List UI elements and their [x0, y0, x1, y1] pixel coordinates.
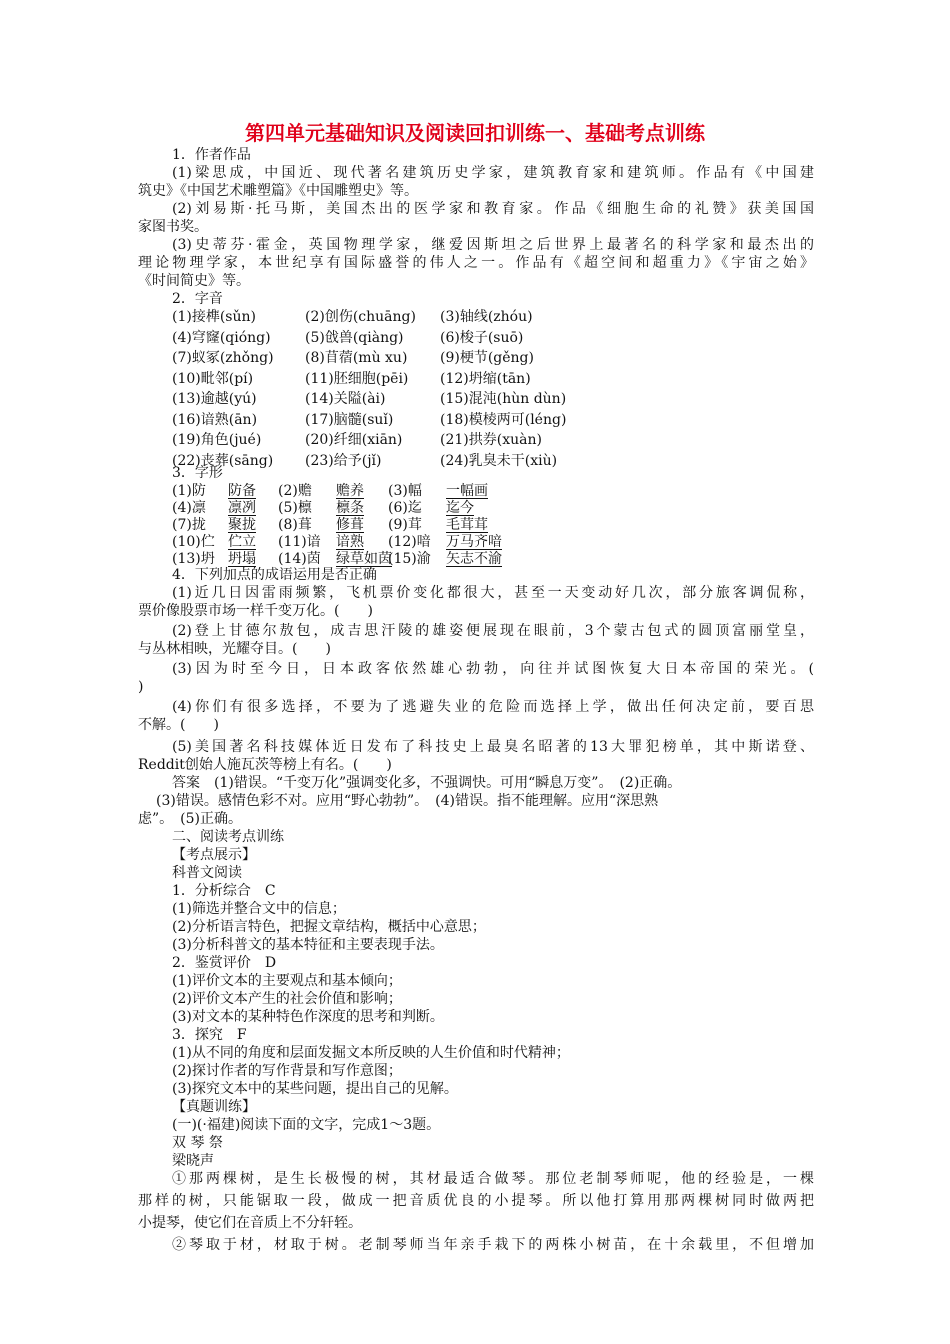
- pronunciation-item: (10)毗邻(pí): [172, 370, 254, 387]
- pronunciation-item: (8)苜蓿(mù xu): [305, 350, 408, 366]
- pronunciation-item: (3)轴线(zhóu): [440, 309, 533, 325]
- character-word: 万马齐喑: [446, 534, 502, 550]
- character-prompt: (13)坍: [172, 551, 215, 567]
- point-3-heading: 3．探究 F: [172, 1027, 247, 1043]
- answer-line-3: 虑”。 (5)正确。: [138, 811, 242, 827]
- pronunciation-item: (5)戗兽(qiàng): [305, 329, 404, 346]
- pronunciation-item: (1)接榫(sǔn): [172, 309, 256, 325]
- pronunciation-item: (6)梭子(suō): [440, 329, 524, 346]
- character-word: 修葺: [336, 517, 364, 533]
- character-prompt: (12)喑: [388, 534, 431, 550]
- character-prompt: (11)谙: [278, 534, 321, 550]
- essay-author: 梁晓声: [172, 1153, 214, 1169]
- pronunciation-item: (19)角色(jué): [172, 432, 262, 448]
- point-1-item-1: (1)筛选并整合文中的信息；: [172, 901, 346, 917]
- character-prompt: (14)茵: [278, 551, 321, 567]
- author-entry-1-line2: 筑史》《中国艺术雕塑篇》《中国雕塑史》等。: [138, 183, 418, 199]
- section-heading-authors: 1．作者作品: [172, 147, 251, 163]
- character-word: 聚拢: [228, 517, 256, 533]
- point-2-item-3: (3)对文本的某种特色作深度的思考和判断。: [172, 1009, 444, 1025]
- pronunciation-item: (17)脑髓(suǐ): [305, 411, 394, 428]
- pronunciation-item: (23)给予(jǐ): [305, 452, 382, 469]
- essay-para-1-line2: 那样的树，只能锯取一段，做成一把音质优良的小提琴。所以他打算用那两棵树同时做两把: [138, 1193, 814, 1209]
- character-word: 毛茸茸: [446, 517, 488, 533]
- part-heading-reading: 二、阅读考点训练: [172, 829, 284, 845]
- essay-para-2-line1: ②琴取于材，材取于树。老制琴师当年亲手栽下的两株小树苗，在十余载里，不但增加: [172, 1237, 814, 1253]
- answer-line-1: 答案 (1)错误。“千变万化”强调变化多，不强调快。可用“瞬息万变”。 (2)正确。: [172, 775, 682, 791]
- character-prompt: (1)防: [172, 483, 206, 499]
- character-prompt: (7)拢: [172, 517, 206, 533]
- idiom-question-2-line2: 与丛林相映，光耀夺目。( ): [138, 641, 331, 657]
- section-heading-pronunciation: 2．字音: [172, 291, 223, 307]
- pronunciation-item: (14)关隘(ài): [305, 391, 386, 407]
- essay-para-1-line1: ①那两棵树，是生长极慢的树，其材最适合做琴。那位老制琴师呢，他的经验是，一棵: [172, 1171, 814, 1187]
- pronunciation-item: (11)胚细胞(pēi): [305, 370, 409, 387]
- character-word: 防备: [228, 483, 256, 499]
- author-entry-3-line1: (3)史蒂芬·霍金，英国物理学家，继爱因斯坦之后世界上最著名的科学家和最杰出的: [172, 237, 814, 253]
- reading-instruction: (一)(·福建)阅读下面的文字，完成1～3题。: [172, 1117, 441, 1133]
- character-prompt: (8)葺: [278, 517, 312, 533]
- author-entry-2-line2: 家图书奖。: [138, 219, 208, 235]
- author-entry-1-line1: (1)梁思成，中国近、现代著名建筑历史学家，建筑教育家和建筑师。作品有《中国建: [172, 165, 814, 181]
- reading-kind: 科普文阅读: [172, 865, 242, 881]
- document-title: 第四单元基础知识及阅读回扣训练一、基础考点训练: [245, 121, 705, 145]
- pronunciation-item: (15)混沌(hùn dùn): [440, 391, 567, 407]
- character-prompt: (9)茸: [388, 517, 422, 533]
- idiom-question-1-line1: (1)近几日因雷雨频繁，飞机票价变化都很大，甚至一天变动好几次，部分旅客调侃称，: [172, 585, 814, 601]
- character-prompt: (2)赡: [278, 483, 312, 499]
- point-2-item-1: (1)评价文本的主要观点和基本倾向；: [172, 973, 402, 989]
- idiom-question-5-line2: Reddit创始人施瓦茨等榜上有名。( ): [138, 757, 392, 773]
- tag-real-exam: 【真题训练】: [172, 1099, 256, 1115]
- point-1-item-3: (3)分析科普文的基本特征和主要表现手法。: [172, 937, 444, 953]
- section-heading-characters: 3．字形: [172, 465, 223, 481]
- character-word: 谙熟: [336, 534, 364, 550]
- point-1-item-2: (2)分析语言特色，把握文章结构，概括中心意思；: [172, 919, 486, 935]
- point-3-item-1: (1)从不同的角度和层面发掘文本所反映的人生价值和时代精神；: [172, 1045, 570, 1061]
- point-1-heading: 1．分析综合 C: [172, 883, 276, 899]
- pronunciation-item: (24)乳臭未干(xiù): [440, 452, 558, 469]
- point-3-item-3: (3)探究文本中的某些问题，提出自己的见解。: [172, 1081, 458, 1097]
- idiom-question-4-line1: (4)你们有很多选择，不要为了逃避失业的危险而选择上学，做出任何决定前，要百思: [172, 699, 814, 715]
- idiom-question-5-line1: (5)美国著名科技媒体近日发布了科技史上最臭名昭著的13大罪犯榜单，其中斯诺登、: [172, 739, 814, 755]
- author-entry-2-line1: (2)刘易斯·托马斯，美国杰出的医学家和教育家。作品《细胞生命的礼赞》获美国国: [172, 201, 814, 217]
- idiom-question-4-line2: 不解。( ): [138, 717, 219, 733]
- character-word: 伫立: [228, 534, 256, 550]
- character-word: 迄今: [446, 500, 474, 516]
- tag-exam-points: 【考点展示】: [172, 847, 256, 863]
- answer-line-2: (3)错误。感情色彩不对。应用“野心勃勃”。 (4)错误。指不能理解。应用“深思熟: [156, 793, 659, 809]
- pronunciation-item: (18)模棱两可(léng): [440, 411, 567, 428]
- author-entry-3-line3: 《时间简史》等。: [138, 273, 250, 289]
- character-prompt: (3)幅: [388, 483, 422, 499]
- idiom-question-2-line1: (2)登上甘德尔敖包，成吉思汗陵的雄姿便展现在眼前，3个蒙古包式的圆顶富丽堂皇，: [172, 623, 814, 639]
- pronunciation-item: (12)坍缩(tān): [440, 370, 531, 387]
- character-word: 一幅画: [446, 483, 488, 499]
- author-entry-3-line2: 理论物理学家，本世纪享有国际盛誉的伟人之一。作品有《超空间和超重力》《宇宙之始》: [138, 255, 814, 271]
- section-heading-idioms: 4．下列加点的成语运用是否正确: [172, 567, 377, 583]
- character-prompt: (4)凛: [172, 500, 206, 516]
- character-word: 檩条: [336, 500, 364, 516]
- character-word: 赡养: [336, 483, 364, 499]
- character-prompt: (10)伫: [172, 534, 215, 550]
- pronunciation-item: (16)谙熟(ān): [172, 411, 258, 428]
- character-word: 坍塌: [228, 551, 256, 567]
- point-3-item-2: (2)探讨作者的写作背景和写作意图；: [172, 1063, 402, 1079]
- pronunciation-item: (21)拱券(xuàn): [440, 432, 542, 448]
- character-word: 绿草如茵: [336, 551, 392, 567]
- character-word: 凛冽: [228, 500, 256, 516]
- idiom-question-1-line2: 票价像股票市场一样千变万化。( ): [138, 603, 373, 619]
- pronunciation-item: (20)纤细(xiān): [305, 432, 403, 448]
- point-2-item-2: (2)评价文本产生的社会价值和影响；: [172, 991, 402, 1007]
- character-prompt: (15)渝: [388, 551, 431, 567]
- idiom-question-3-line1: (3)因为时至今日，日本政客依然雄心勃勃，向往并试图恢复大日本帝国的荣光。(: [172, 661, 814, 677]
- pronunciation-item: (7)蚁冢(zhǒng): [172, 350, 274, 366]
- pronunciation-item: (4)穹窿(qióng): [172, 329, 271, 346]
- pronunciation-item: (9)梗节(gěng): [440, 350, 534, 366]
- essay-para-1-line3: 小提琴，使它们在音质上不分轩轾。: [138, 1215, 362, 1231]
- idiom-question-3-line2: ): [138, 679, 144, 695]
- point-2-heading: 2．鉴赏评价 D: [172, 955, 277, 971]
- character-prompt: (6)迄: [388, 500, 422, 516]
- character-word: 矢志不渝: [446, 551, 502, 567]
- character-prompt: (5)檩: [278, 500, 312, 516]
- pronunciation-item: (2)创伤(chuāng): [305, 309, 416, 325]
- essay-title: 双 琴 祭: [172, 1135, 223, 1151]
- pronunciation-item: (22)丧葬(sāng): [172, 452, 274, 469]
- pronunciation-item: (13)逾越(yú): [172, 391, 257, 407]
